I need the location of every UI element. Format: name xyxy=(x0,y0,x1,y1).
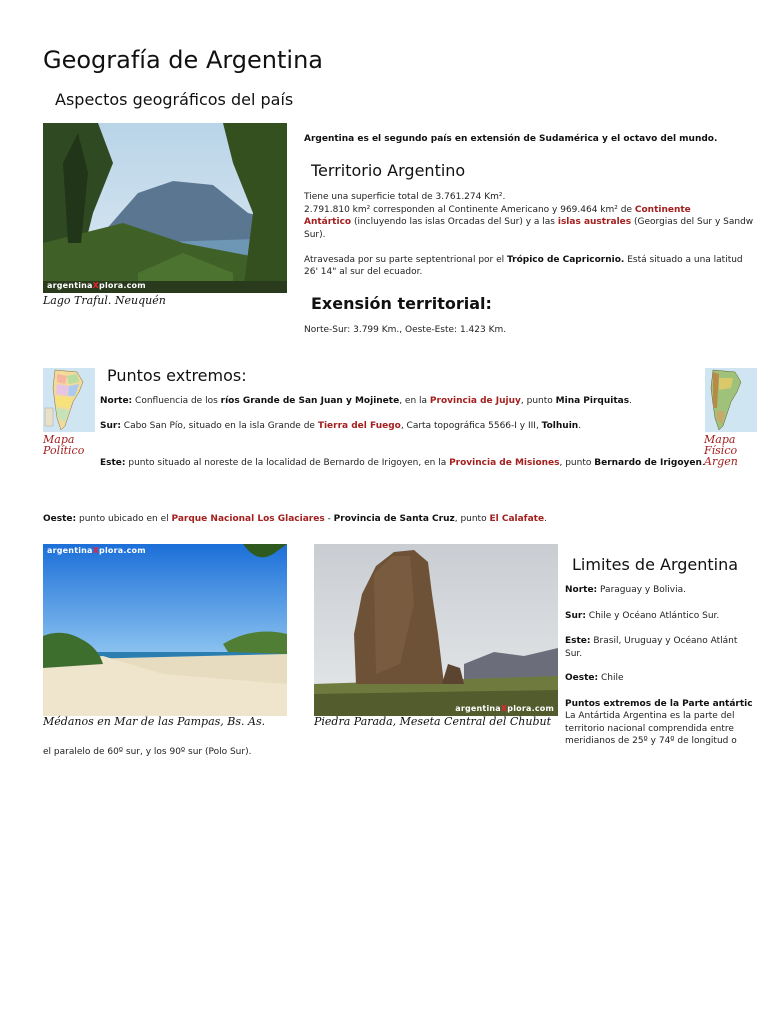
link-islas-australes[interactable]: islas australes xyxy=(557,217,632,227)
photo1-caption: Lago Traful. Neuquén xyxy=(43,294,166,307)
extremo-oeste: Oeste: punto ubicado en el Parque Nacional Los Glaciares - Provincia de Santa Cruz, punto El Calafate. xyxy=(43,514,547,524)
territorio-text: Tiene una superficie total de 3.761.274 Km². 2.791.810 km² corresponden al Continente Americano y 969.464 km² de Continente Antártico (incluyendo las islas Orcadas del Sur) y a las islas australes (Georgias del Sur y Sandw Sur). Atravesada por su parte septentrional por el Trópico de Capricornio. Está situado a una latitud 26' 14" al sur del ecuador. xyxy=(304,192,754,277)
extremo-sur: Sur: Cabo San Pío, situado en la isla Grande de Tierra del Fuego, Carta topográfica 5566-I y III, Tolhuin. xyxy=(100,421,582,431)
map-politico-thumbnail[interactable] xyxy=(43,368,95,432)
extremo-este: Este: punto situado al noreste de la localidad de Bernardo de Irigoyen, en la Provincia de Misiones, punto Bernardo de Irigoyen. xyxy=(100,458,705,468)
photo-medanos xyxy=(43,544,287,716)
extremos-heading: Puntos extremos: xyxy=(107,366,247,385)
territorio-heading: Territorio Argentino xyxy=(311,161,466,180)
page-subtitle: Aspectos geográficos del país xyxy=(55,90,294,109)
link-el-calafate[interactable]: El Calafate xyxy=(489,514,545,524)
photo1-watermark: argentinaXplora.com xyxy=(47,281,146,290)
link-antartico[interactable]: Antártico xyxy=(304,217,352,227)
map-politico-caption[interactable]: Mapa Político xyxy=(43,433,85,457)
link-provincia-misiones[interactable]: Provincia de Misiones xyxy=(449,458,560,468)
link-tierra-del-fuego[interactable]: Tierra del Fuego xyxy=(317,421,401,431)
photo2-watermark: argentinaXplora.com xyxy=(47,546,146,555)
photo-piedra-parada xyxy=(314,544,558,716)
limites-text: Norte: Paraguay y Bolivia. Sur: Chile y Océano Atlántico Sur. Este: Brasil, Uruguay y Océano Atlánt Sur. Oeste: Chile Puntos extremos de la Parte antártic La Antártida Argentina es la parte del territorio nacional comprendida entre meridianos de 25º y 74º de longitud o xyxy=(565,585,753,746)
photo-lago-traful xyxy=(43,123,287,293)
limites-heading: Limites de Argentina xyxy=(572,555,739,574)
extension-heading: Exensión territorial: xyxy=(311,294,492,313)
page-title: Geografía de Argentina xyxy=(43,46,324,74)
link-provincia-jujuy[interactable]: Provincia de Jujuy xyxy=(429,396,521,406)
intro-text: Argentina es el segundo país en extensión de Sudamérica y el octavo del mundo. xyxy=(304,134,718,144)
bottom-text: el paralelo de 60º sur, y los 90º sur (Polo Sur). xyxy=(43,747,252,757)
photo2-caption: Médanos en Mar de las Pampas, Bs. As. xyxy=(43,715,266,728)
map-fisico-thumbnail[interactable] xyxy=(705,368,734,432)
extremo-norte: Norte: Confluencia de los ríos Grande de San Juan y Mojinete, en la Provincia de Jujuy, punto Mina Pirquitas. xyxy=(100,396,632,406)
link-parque-los-glaciares[interactable]: Parque Nacional Los Glaciares xyxy=(171,514,325,524)
photo3-watermark: argentinaXplora.com xyxy=(455,704,554,713)
map-fisico-caption[interactable]: Mapa Físico Argen xyxy=(704,433,738,468)
photo3-caption: Piedra Parada, Meseta Central del Chubut xyxy=(314,715,552,728)
extension-text: Norte-Sur: 3.799 Km., Oeste-Este: 1.423 Km. xyxy=(304,325,507,335)
link-continente[interactable]: Continente xyxy=(634,204,691,215)
